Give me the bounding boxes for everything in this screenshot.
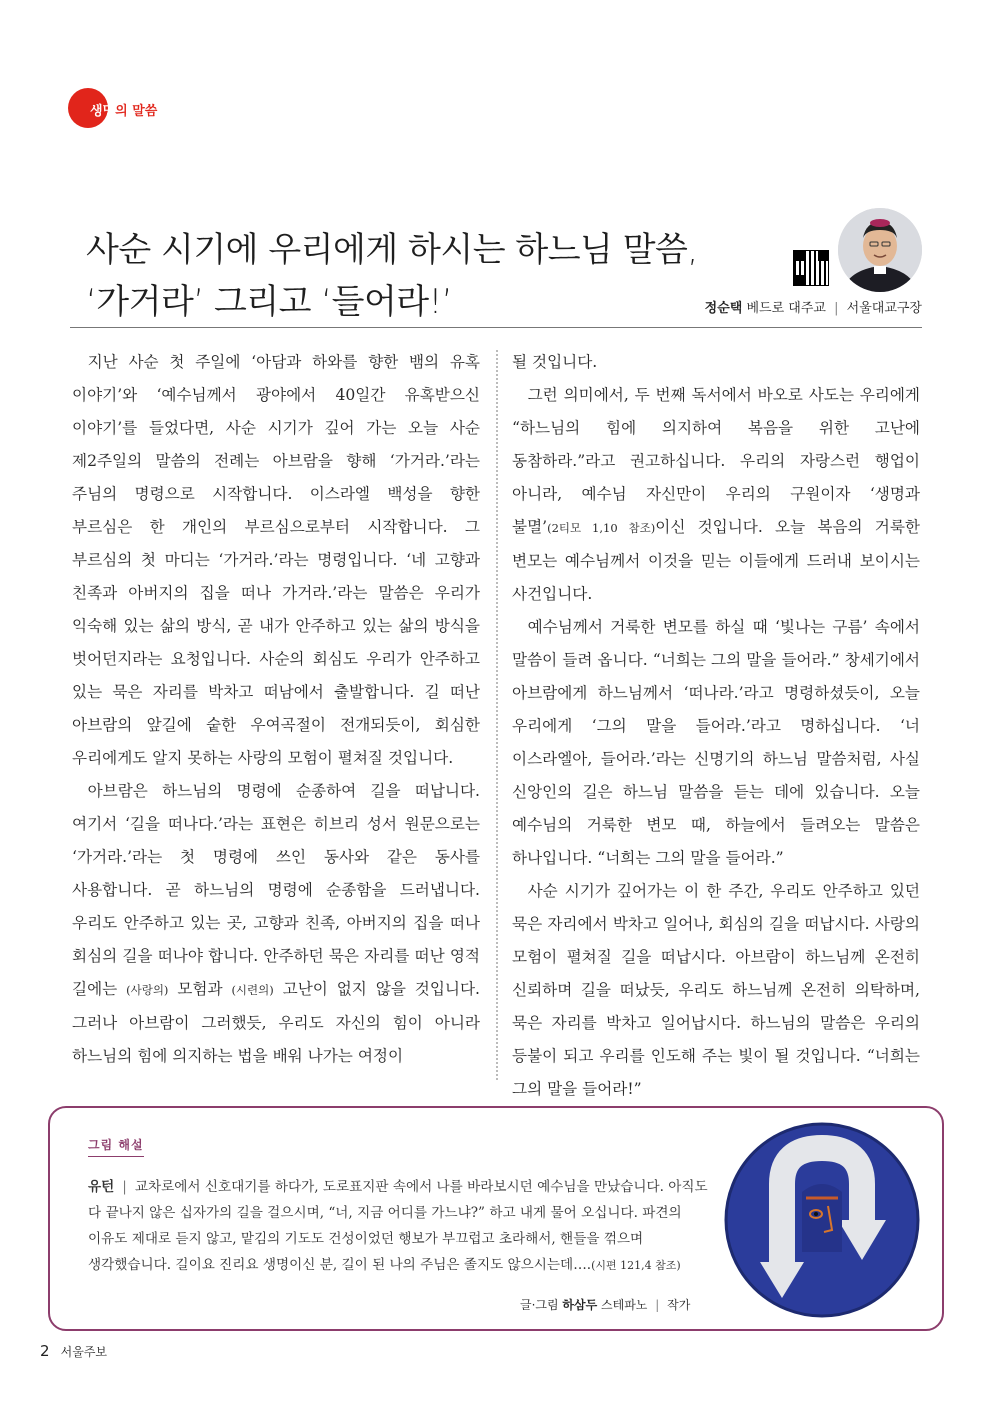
article-paragraph: 사순 시기가 깊어가는 이 한 주간, 우리도 안주하고 있던 묵은 자리에서 박차고 일어나, 회심의 길을 떠납시다. 사랑의 모험이 펼쳐질 길을 떠납시다. 아브람이 하느님께 온전히 신뢰하며 길을 떠났듯, 우리도 하느님께 온전히 의탁하며, 묵은 자리를 박차고 일어납시다. 하느님의 말씀은 우리의 등불이 되고 우리를 인도해 주는 빛이 될 것입니다. “너희는 그의 말을 들어라!” xyxy=(512,882,920,1098)
column-divider xyxy=(496,350,498,1080)
portrait-photo xyxy=(838,208,922,292)
section-tag-label: 생명의 말씀 xyxy=(90,104,158,119)
qr-code-icon[interactable] xyxy=(794,251,828,285)
author-role: 서울대교구장 xyxy=(846,301,922,316)
byline-separator: | xyxy=(834,301,839,316)
article-column-right xyxy=(512,346,920,1106)
page-footer xyxy=(40,1341,107,1360)
art-commentary-text: 유턴 | 교차로에서 신호대기를 하다가, 도로표지판 속에서 나를 바라보시던 예수님을 만났습니다. 아직도 다 끝나지 않은 십자가의 길을 걸으시며, “너, 지금 어디를 가느냐?” 하고 내게 물어 오십니다. 파견의 이유도 제대로 듣지 않고, 맡김의 기도도 건성이었던 행보가 부끄럽고 초라해서, 핸들을 꺾으며 생각했습니다. 길이요 진리요 생명이신 분, 길이 된 나의 주님은 졸지도 않으시는데….(시편 121,4 참조) xyxy=(88,1179,708,1273)
u-turn-sign-artwork xyxy=(724,1122,920,1318)
article-column-left xyxy=(72,346,480,1073)
artwork-title: 유턴 xyxy=(88,1179,115,1195)
article-paragraph: 예수님께서 거룩한 변모를 하실 때 ‘빛나는 구름’ 속에서 말씀이 들려 옵니다. “너희는 그의 말을 들어라.” 창세기에서 아브람에게 하느님께서 ‘떠나라.’라고 명령하셨듯이, 오늘 우리에게 ‘그의 말을 들어라.’라고 명하십니다. ‘너 이스라엘아, 들어라.’라는 신명기의 하느님 말씀처럼, 사실 신앙인의 길은 하느님 말씀을 듣는 데에 있습니다. 오늘 예수님의 거룩한 변모 때, 하늘에서 들려오는 말씀은 하나입니다. “너희는 그의 말을 들어라.” xyxy=(512,618,920,867)
article-paragraph: 될 것입니다. xyxy=(512,353,598,371)
title-separator: | xyxy=(122,1179,127,1195)
article-paragraph: 그런 의미에서, 두 번째 독서에서 바오로 사도는 우리에게 “하느님의 힘에 의지하여 복음을 위한 고난에 동참하라.”라고 권고하십니다. 우리의 자랑스런 행업이 아니라, 예수님 자신만이 우리의 구원이자 ‘생명과 불멸’(2티모 1,10 참조)이신 것입니다. 오늘 복음의 거룩한 변모는 예수님께서 이것을 믿는 이들에게 드러내 보이시는 사건입니다. xyxy=(512,386,920,603)
magazine-name: 서울주보 xyxy=(60,1345,108,1359)
author-title: 베드로 대주교 xyxy=(746,301,826,316)
art-commentary-label: 그림 해설 xyxy=(88,1136,144,1157)
article-paragraph: 아브람은 하느님의 명령에 순종하여 길을 떠납니다. 여기서 ‘길을 떠나다.’라는 표현은 히브리 성서 원문으로는 ‘가거라.’라는 첫 명령에 쓰인 동사와 같은 동사를 사용합니다. 곧 하느님의 명령에 순종함을 드러냅니다. 우리도 안주하고 있는 곳, 고향과 친족, 아버지의 집을 떠나 회심의 길을 떠나야 합니다. 안주하던 묵은 자리를 떠난 영적 길에는 (사랑의) 모험과 (시련의) 고난이 없지 않을 것입니다. 그러나 아브람이 그러했듯, 우리도 자신의 힘이 아니라 하느님의 힘에 의지하는 법을 배워 나가는 여정이 xyxy=(72,782,480,1065)
page-title xyxy=(86,224,786,328)
title-rule xyxy=(70,327,922,328)
author-byline xyxy=(705,297,922,316)
page-number: 2 xyxy=(40,1342,50,1360)
scripture-citation: (시편 121,4 참조) xyxy=(591,1259,681,1272)
title-line-1: 사순 시기에 우리에게 하시는 하느님 말씀, xyxy=(86,230,698,270)
artwork-credit: 글·그림 하삼두 스테파노 | 작가 xyxy=(520,1298,691,1312)
article-paragraph: 지난 사순 첫 주일에 ‘아담과 하와를 향한 뱀의 유혹 이야기’와 ‘예수님께서 광야에서 40일간 유혹받으신 이야기’를 들었다면, 사순 시기가 깊어 가는 오늘 사순 제2주일의 말씀의 전례는 아브람을 향해 ‘가거라.’라는 주님의 명령으로 시작합니다. 이스라엘 백성을 향한 부르심은 한 개인의 부르심으로부터 시작합니다. 그 부르심의 첫 마디는 ‘가거라.’라는 명령입니다. ‘네 고향과 친족과 아버지의 집을 떠나 가거라.’라는 말씀은 우리가 익숙해 있는 삶의 방식, 곧 내가 안주하고 있는 삶의 방식을 벗어던지라는 요청입니다. 사순의 회심도 우리가 안주하고 있는 묵은 자리를 박차고 떠남에서 출발합니다. 길 떠난 아브람의 앞길에 숱한 우여곡절이 전개되듯이, 회심한 우리에게도 알지 못하는 사랑의 모험이 펼쳐질 것입니다. xyxy=(72,353,480,767)
title-line-2: ‘가거라’ 그리고 ‘들어라!’ xyxy=(86,282,453,322)
author-name: 정순택 xyxy=(704,301,743,316)
